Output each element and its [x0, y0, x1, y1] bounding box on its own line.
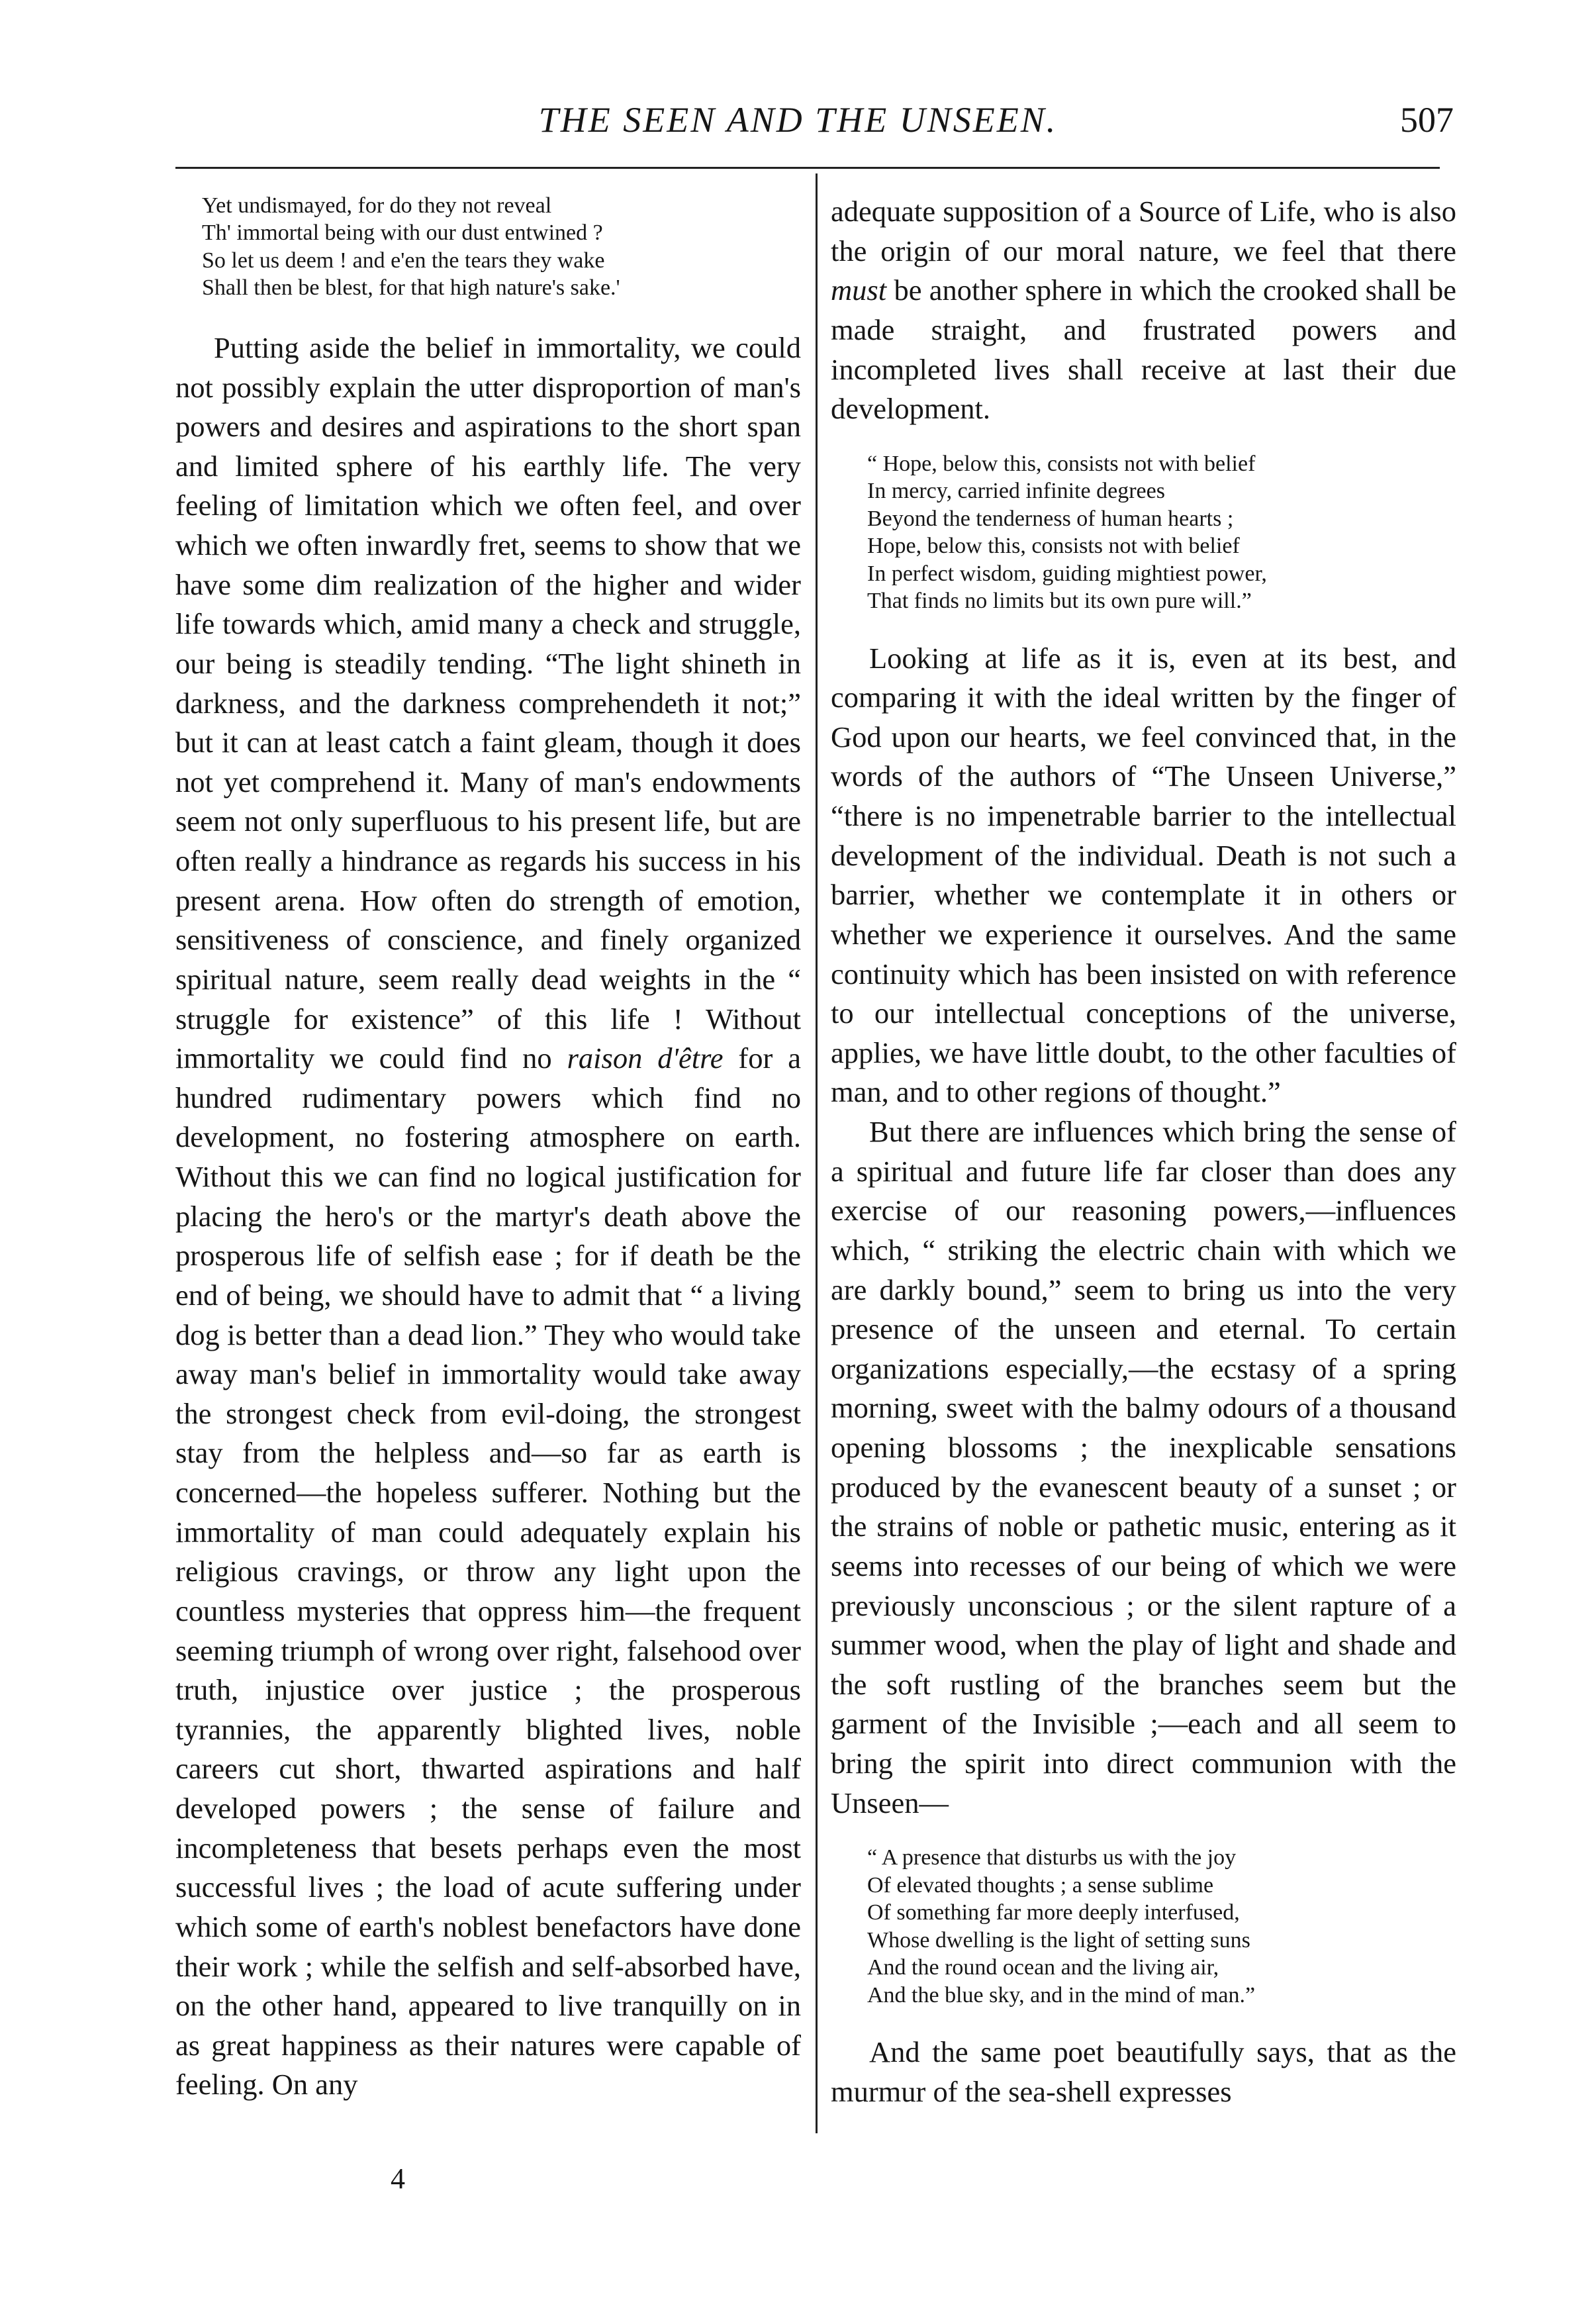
paragraph [175, 328, 801, 2105]
verse-line: That finds no limits but its own pure will.” [867, 589, 1252, 614]
column-divider [816, 173, 818, 2133]
paragraph [831, 192, 1456, 429]
text-run: for a hundred rudimentary powers which find no development, no fostering atmosphere on earth. Without this we can find no logical justification for placing the hero's or the martyr's death above the prosperous life of selfish ease ; for if death be the end of being, we should have to admit that “ a living dog is better than a dead lion.” They who would take away man's belief in immortality would take away the strongest check from evil-doing, the strongest stay from the helpless and—so far as earth is concerned—the hopeless sufferer. Nothing but the immortality of man could adequately explain his religious cravings, or throw any light upon the countless mysteries that oppress him—the frequent seeming triumph of wrong over right, falsehood over truth, injustice over justice ; the prosperous tyrannies, the apparently blighted lives, noble careers cut short, thwarted aspirations and half developed powers ; the sense of failure and incompleteness that besets perhaps even the most successful lives ; the load of acute suffering under which some of earth's noblest benefactors have done their work ; while the selfish and self-absorbed have, on the other hand, appeared to live tranquilly on in as great happiness as their natures were capable of feeling. On any [175, 1041, 801, 2102]
verse-line: Shall then be blest, for that high nature's sake.' [202, 275, 620, 301]
page-header [0, 99, 1596, 152]
verse-block [175, 192, 801, 302]
verse-line: Hope, below this, consists not with belief [867, 534, 1240, 559]
verse-block [831, 450, 1456, 615]
verse-line: Beyond the tenderness of human hearts ; [867, 506, 1234, 531]
verse-line: Whose dwelling is the light of setting suns [867, 1927, 1250, 1953]
verse-block [831, 1844, 1456, 2009]
italic-word: must [831, 273, 887, 307]
verse-line: Th' immortal being with our dust entwined ? [202, 220, 603, 246]
verse-line: Yet undismayed, for do they not reveal [202, 193, 552, 218]
verse-line: Of something far more deeply interfused, [867, 1900, 1240, 1925]
text-run: adequate supposition of a Source of Life, who is also the origin of our moral nature, we feel that there [831, 195, 1456, 267]
text-run: be another sphere in which the crooked shall be made straight, and frustrated powers and incompleted lives shall receive at last their due development. [831, 273, 1456, 426]
paragraph: And the same poet beautifully says, that as the murmur of the sea-shell expresses [831, 2035, 1456, 2108]
verse-line: And the blue sky, and in the mind of man.” [867, 1982, 1256, 2007]
running-title: THE SEEN AND THE UNSEEN. [538, 100, 1058, 140]
signature-mark: 4 [391, 2162, 405, 2195]
verse-line: Of elevated thoughts ; a sense sublime [867, 1872, 1214, 1898]
left-column [175, 192, 801, 2105]
verse-line: So let us deem ! and e'en the tears they wake [202, 248, 605, 273]
verse-line: “ Hope, below this, consists not with belief [867, 451, 1256, 476]
page-number: 507 [1400, 100, 1454, 140]
italic-phrase: raison d'être [567, 1041, 724, 1075]
header-rule [175, 167, 1440, 169]
verse-line: And the round ocean and the living air, [867, 1955, 1219, 1980]
right-column [831, 192, 1456, 2111]
verse-line: In mercy, carried infinite degrees [867, 479, 1165, 504]
verse-line: In perfect wisdom, guiding mightiest power, [867, 561, 1267, 586]
paragraph: Looking at life as it is, even at its best, and comparing it with the ideal written by the finger of God upon our hearts, we feel convinced that, in the words of the authors of “The Unseen Universe,” “there is no impenetrable barrier to the intellectual development of the individual. Death is not such a barrier, whether we contemplate it in others or whether we experience it ourselves. And the same continuity which has been insisted on with reference to our intellectual conceptions of the universe, applies, we have little doubt, to the other faculties of man, and to other regions of thought.” [831, 641, 1456, 1109]
text-run: Putting aside the belief in immortality, we could not possibly explain the utter disproportion of man's powers and desires and aspirations to the short span and limited sphere of his earthly life. The very feeling of limitation which we often feel, and over which we often inwardly fret, seems to show that we have some dim realization of the higher and wider life towards which, amid many a check and struggle, our being is steadily tending. “The light shineth in darkness, and the darkness comprehendeth it not;” but it can at least catch a faint gleam, though it does not yet comprehend it. Many of man's endowments seem not only superfluous to his present life, but are often really a hindrance as regards his success in his present arena. How often do strength of emotion, sensitiveness of conscience, and finely organized spiritual nature, seem really dead weights in the “ struggle for existence” of this life ! Without immortality we could find no [175, 330, 801, 1075]
paragraph: But there are influences which bring the sense of a spiritual and future life far closer than does any exercise of our reasoning powers,—influences which, “ striking the electric chain with which we are darkly bound,” seem to bring us into the very presence of the unseen and eternal. To certain organizations especially,—the ecstasy of a spring morning, sweet with the balmy odours of a thousand opening blossoms ; the inexplicable sensations produced by the evanescent beauty of a sunset ; or the strains of noble or pathetic music, entering as it seems into recesses of our being of which we were previously unconscious ; or the silent rapture of a summer wood, when the play of light and shade and the soft rustling of the branches seem but the garment of the Invisible ;—each and all seem to bring the spirit into direct communion with the Unseen— [831, 1115, 1456, 1819]
verse-line: “ A presence that disturbs us with the joy [867, 1845, 1237, 1870]
